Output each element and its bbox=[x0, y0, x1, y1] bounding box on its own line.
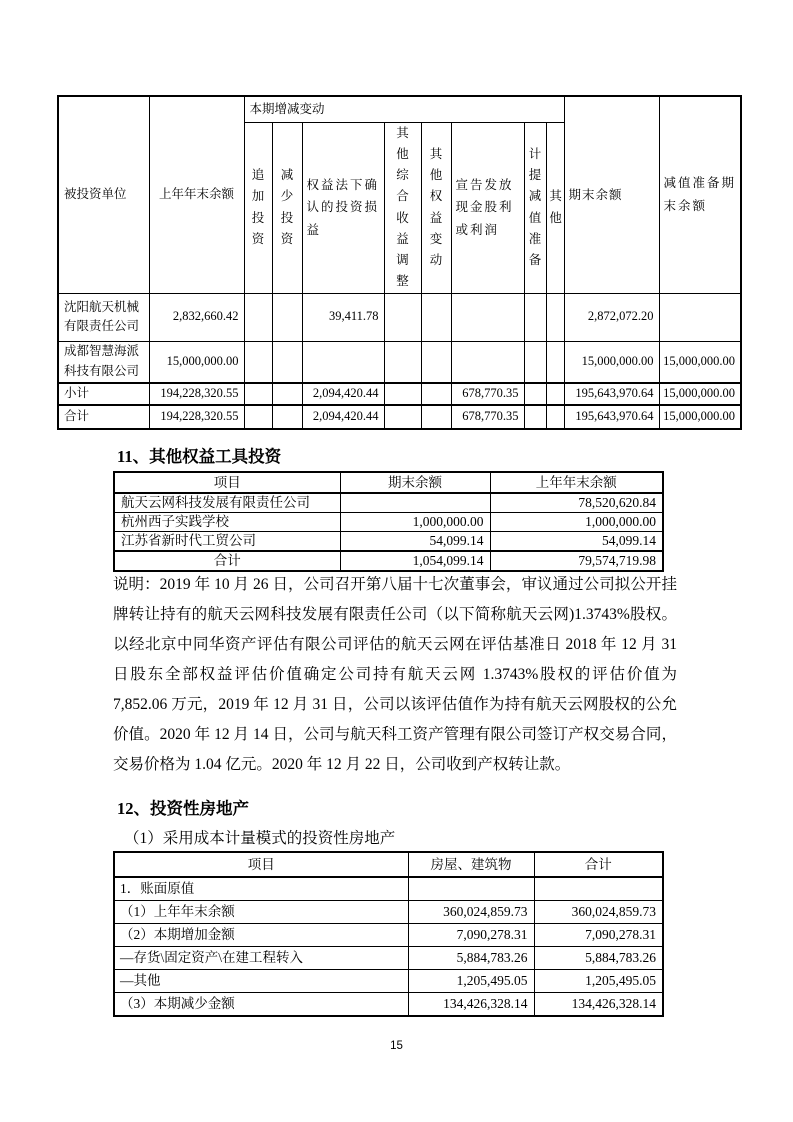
cell-oci bbox=[384, 405, 421, 429]
table-row bbox=[114, 901, 663, 924]
table-row bbox=[114, 532, 663, 552]
cell-add bbox=[244, 405, 272, 429]
cell-add bbox=[244, 293, 272, 341]
table-row bbox=[114, 493, 663, 513]
cell-other bbox=[546, 383, 564, 405]
cell-ending: 1,000,000.00 bbox=[340, 513, 490, 532]
table-row bbox=[114, 924, 663, 947]
col-header-item: 项目 bbox=[114, 852, 408, 877]
cell-item: —其他 bbox=[114, 970, 408, 993]
cell-other-equity bbox=[421, 405, 451, 429]
table-row bbox=[58, 293, 741, 341]
col-header-item: 项目 bbox=[114, 472, 340, 493]
col-header-impairment-ending-balance: 减值准备期末余额 bbox=[659, 96, 741, 293]
cell-prior: 15,000,000.00 bbox=[149, 341, 244, 383]
cell-ending: 195,643,970.64 bbox=[564, 405, 659, 429]
cell-other-equity bbox=[421, 383, 451, 405]
table-row-total bbox=[114, 551, 663, 571]
col-header-period-change-group: 本期增减变动 bbox=[244, 96, 564, 122]
cell-houses: 1,205,495.05 bbox=[408, 970, 534, 993]
cell-item: 1．账面原值 bbox=[114, 877, 408, 901]
table-row bbox=[114, 947, 663, 970]
cell-equity-method bbox=[302, 341, 384, 383]
cell-houses: 5,884,783.26 bbox=[408, 947, 534, 970]
table-row bbox=[58, 341, 741, 383]
cell-unit: 沈阳航天机械有限责任公司 bbox=[58, 293, 149, 341]
cell-impair-ending bbox=[659, 293, 741, 341]
table-row bbox=[114, 513, 663, 532]
cell-other bbox=[546, 293, 564, 341]
col-header-invested-unit: 被投资单位 bbox=[58, 96, 149, 293]
cell-total: 5,884,783.26 bbox=[534, 947, 663, 970]
cell-add bbox=[244, 383, 272, 405]
col-header-other-comprehensive-income-adjustment: 其他综合收益调整 bbox=[384, 122, 421, 293]
col-header-other: 其他 bbox=[546, 122, 564, 293]
page-number: 15 bbox=[390, 1040, 403, 1052]
cell-item: （1）上年年末余额 bbox=[114, 901, 408, 924]
cell-equity-method: 2,094,420.44 bbox=[302, 405, 384, 429]
cell-ending bbox=[340, 493, 490, 513]
cell-prior: 1,000,000.00 bbox=[490, 513, 663, 532]
cell-add bbox=[244, 341, 272, 383]
cell-oci bbox=[384, 293, 421, 341]
cell-total: 1,205,495.05 bbox=[534, 970, 663, 993]
cell-item: （2）本期增加金额 bbox=[114, 924, 408, 947]
table-row bbox=[114, 993, 663, 1017]
cell-oci bbox=[384, 383, 421, 405]
cell-total bbox=[534, 877, 663, 901]
cell-reduce bbox=[272, 405, 302, 429]
cell-other-equity bbox=[421, 293, 451, 341]
cell-other bbox=[546, 405, 564, 429]
cell-total: 360,024,859.73 bbox=[534, 901, 663, 924]
note-paragraph: 说明：2019 年 10 月 26 日，公司召开第八届十七次董事会，审议通过公司拟公开挂牌转让持有的航天云网科技发展有限责任公司（以下简称航天云网)1.3743%股权。以经北京中同华资产评估有限公司评估的航天云网在评估基准日 2018 年 12 月 31 日股东全部权益评估价值确定公司持有航天云网 1.3743%股权的评估价值为 7,852.06 万元，2019 年 12 月 31 日，公司以该评估值作为持有航天云网股权的公允价值。2020 年 12 月 14 日，公司与航天科工资产管理有限公司签订产权交易合同，交易价格为 1.04 亿元。2020 年 12 月 22 日，公司收到产权转让款。 bbox=[113, 576, 677, 773]
cell-item: 航天云网科技发展有限责任公司 bbox=[114, 493, 340, 513]
long-term-equity-investment-table bbox=[57, 95, 742, 430]
cell-ending: 2,872,072.20 bbox=[564, 293, 659, 341]
cell-dividend bbox=[451, 293, 524, 341]
cell-ending: 15,000,000.00 bbox=[564, 341, 659, 383]
cell-total: 134,426,328.14 bbox=[534, 993, 663, 1017]
table-row bbox=[114, 877, 663, 901]
section-heading-other-equity-instruments: 11、其他权益工具投资 bbox=[117, 447, 282, 466]
cell-reduce bbox=[272, 341, 302, 383]
cell-prior: 79,574,719.98 bbox=[490, 551, 663, 571]
cell-impair-ending: 15,000,000.00 bbox=[659, 341, 741, 383]
cell-item: 合计 bbox=[114, 551, 340, 571]
cell-dividend: 678,770.35 bbox=[451, 383, 524, 405]
cell-impair-ending: 15,000,000.00 bbox=[659, 383, 741, 405]
table-row-subtotal bbox=[58, 383, 741, 405]
col-header-ending-balance: 期末余额 bbox=[564, 96, 659, 293]
other-equity-instruments-table bbox=[113, 471, 664, 572]
cell-houses: 360,024,859.73 bbox=[408, 901, 534, 924]
cell-houses bbox=[408, 877, 534, 901]
col-header-declared-dividend: 宣告发放现金股利或利润 bbox=[451, 122, 524, 293]
col-header-houses-buildings: 房屋、建筑物 bbox=[408, 852, 534, 877]
cell-dividend bbox=[451, 341, 524, 383]
cell-item: 江苏省新时代工贸公司 bbox=[114, 532, 340, 552]
cell-reduce bbox=[272, 383, 302, 405]
cell-unit: 成都智慧海派科技有限公司 bbox=[58, 341, 149, 383]
col-header-ending-balance: 期末余额 bbox=[340, 472, 490, 493]
cell-unit: 小计 bbox=[58, 383, 149, 405]
col-header-additional-investment: 追加投资 bbox=[244, 122, 272, 293]
cell-item: —存货\固定资产\在建工程转入 bbox=[114, 947, 408, 970]
cell-unit: 合计 bbox=[58, 405, 149, 429]
cell-houses: 134,426,328.14 bbox=[408, 993, 534, 1017]
col-header-impairment-provision: 计提减值准备 bbox=[524, 122, 546, 293]
cell-other-equity bbox=[421, 341, 451, 383]
cell-ending: 195,643,970.64 bbox=[564, 383, 659, 405]
cell-ending: 1,054,099.14 bbox=[340, 551, 490, 571]
col-header-other-equity-change: 其他权益变动 bbox=[421, 122, 451, 293]
cell-impair-provision bbox=[524, 383, 546, 405]
cell-item: 杭州西子实践学校 bbox=[114, 513, 340, 532]
cell-dividend: 678,770.35 bbox=[451, 405, 524, 429]
subheading-cost-measurement-model: （1）采用成本计量模式的投资性房地产 bbox=[124, 830, 396, 847]
cell-oci bbox=[384, 341, 421, 383]
col-header-reduced-investment: 减少投资 bbox=[272, 122, 302, 293]
cell-impair-provision bbox=[524, 405, 546, 429]
cell-impair-provision bbox=[524, 293, 546, 341]
cell-equity-method: 2,094,420.44 bbox=[302, 383, 384, 405]
cell-other bbox=[546, 341, 564, 383]
col-header-equity-method-profit-loss: 权益法下确认的投资损益 bbox=[302, 122, 384, 293]
cell-reduce bbox=[272, 293, 302, 341]
cell-prior: 2,832,660.42 bbox=[149, 293, 244, 341]
col-header-prior-year-balance: 上年年末余额 bbox=[490, 472, 663, 493]
section-heading-investment-property: 12、投资性房地产 bbox=[117, 799, 249, 818]
cell-impair-ending: 15,000,000.00 bbox=[659, 405, 741, 429]
cell-prior: 54,099.14 bbox=[490, 532, 663, 552]
col-header-prior-year-balance: 上年年末余额 bbox=[149, 96, 244, 293]
cell-total: 7,090,278.31 bbox=[534, 924, 663, 947]
cell-prior: 78,520,620.84 bbox=[490, 493, 663, 513]
investment-property-table bbox=[113, 851, 664, 1017]
cell-prior: 194,228,320.55 bbox=[149, 383, 244, 405]
cell-houses: 7,090,278.31 bbox=[408, 924, 534, 947]
col-header-total: 合计 bbox=[534, 852, 663, 877]
cell-prior: 194,228,320.55 bbox=[149, 405, 244, 429]
table-row bbox=[114, 970, 663, 993]
cell-item: （3）本期减少金额 bbox=[114, 993, 408, 1017]
cell-impair-provision bbox=[524, 341, 546, 383]
table-row-total bbox=[58, 405, 741, 429]
cell-ending: 54,099.14 bbox=[340, 532, 490, 552]
cell-equity-method: 39,411.78 bbox=[302, 293, 384, 341]
